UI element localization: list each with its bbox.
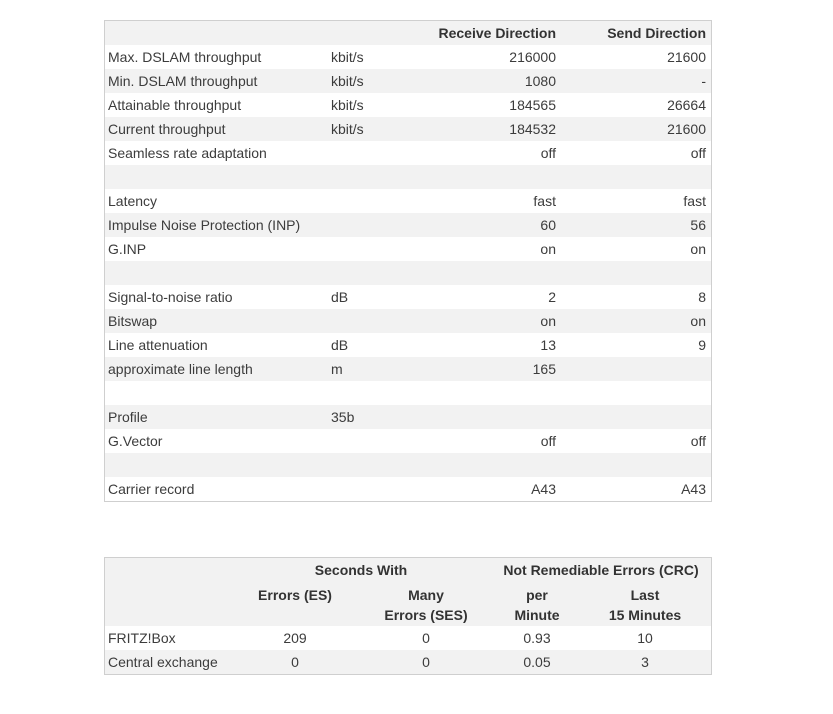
errors-es-value: 0 — [291, 654, 299, 670]
per-minute-line2: Minute — [514, 607, 560, 623]
table-row — [105, 45, 711, 69]
row-send-value: 26664 — [667, 97, 706, 113]
row-label: Signal-to-noise ratio — [108, 289, 233, 305]
crc-last-15-minutes-value: 3 — [641, 654, 649, 670]
table-row — [105, 213, 711, 237]
table-row — [105, 429, 711, 453]
per-minute-header — [497, 585, 577, 629]
row-receive-value: 60 — [540, 217, 556, 233]
row-unit: m — [331, 361, 343, 377]
row-label: Carrier record — [108, 481, 195, 497]
line-table-body — [105, 45, 711, 501]
error-group-header-row — [105, 558, 711, 582]
row-label: Line attenuation — [108, 337, 208, 353]
row-send-value: 8 — [698, 289, 706, 305]
row-label: Profile — [108, 409, 148, 425]
row-label: Max. DSLAM throughput — [108, 49, 262, 65]
table-row — [105, 626, 711, 650]
row-receive-value: 1080 — [524, 73, 556, 89]
row-send-value: 21600 — [667, 49, 706, 65]
row-label: Attainable throughput — [108, 97, 242, 113]
table-row — [105, 189, 711, 213]
row-receive-value: fast — [533, 193, 556, 209]
error-sub-header-row — [105, 582, 711, 626]
table-row — [105, 405, 711, 429]
errors-es-header — [245, 585, 345, 629]
crc-per-minute-value: 0.05 — [523, 654, 551, 670]
row-receive-value: 13 — [540, 337, 556, 353]
table-row — [105, 261, 711, 285]
table-row — [105, 309, 711, 333]
row-receive-value: on — [540, 313, 556, 329]
errors-es-value: 209 — [283, 630, 307, 646]
table-row — [105, 477, 711, 501]
errors-es-header-text: Errors (ES) — [258, 587, 332, 603]
row-receive-value: 165 — [532, 361, 556, 377]
row-send-value: 56 — [690, 217, 706, 233]
last-15-line1: Last — [630, 587, 660, 603]
table-row — [105, 453, 711, 477]
table-row — [105, 165, 711, 189]
crc-errors-header: Not Remediable Errors (CRC) — [503, 562, 699, 578]
row-send-value: off — [690, 433, 706, 449]
row-label: Seamless rate adaptation — [108, 145, 267, 161]
row-unit: kbit/s — [331, 121, 364, 137]
row-send-value: 9 — [698, 337, 706, 353]
row-receive-value: A43 — [531, 481, 556, 497]
table-row — [105, 117, 711, 141]
many-errors-ses-value: 0 — [422, 630, 430, 646]
row-label: approximate line length — [108, 361, 253, 377]
many-errors-line2: Errors (SES) — [384, 607, 468, 623]
send-direction-header: Send Direction — [607, 25, 706, 41]
table-row — [105, 141, 711, 165]
row-label: Impulse Noise Protection (INP) — [108, 217, 301, 233]
error-row-label: Central exchange — [108, 654, 218, 670]
row-unit: dB — [331, 289, 349, 305]
table-row — [105, 357, 711, 381]
row-receive-value: 2 — [548, 289, 556, 305]
row-label: Current throughput — [108, 121, 226, 137]
row-unit: kbit/s — [331, 97, 364, 113]
row-send-value: 21600 — [667, 121, 706, 137]
crc-last-15-minutes-value: 10 — [637, 630, 653, 646]
row-receive-value: off — [540, 433, 556, 449]
row-unit: kbit/s — [331, 73, 364, 89]
error-statistics-table — [104, 557, 712, 675]
row-label: G.Vector — [108, 433, 163, 449]
row-receive-value: 184565 — [509, 97, 556, 113]
row-receive-value: off — [540, 145, 556, 161]
row-unit: dB — [331, 337, 349, 353]
table-row — [105, 93, 711, 117]
row-send-value: A43 — [681, 481, 706, 497]
row-send-value: off — [690, 145, 706, 161]
dsl-line-info-table — [104, 20, 712, 502]
many-errors-ses-value: 0 — [422, 654, 430, 670]
row-unit: kbit/s — [331, 49, 364, 65]
row-send-value: fast — [683, 193, 706, 209]
row-send-value: on — [690, 241, 706, 257]
row-label: Bitswap — [108, 313, 158, 329]
receive-direction-header: Receive Direction — [438, 25, 556, 41]
many-errors-line1: Many — [408, 587, 444, 603]
row-unit: 35b — [331, 409, 355, 425]
error-table-body — [105, 626, 711, 674]
table-row — [105, 650, 711, 674]
table-row — [105, 333, 711, 357]
row-label: Latency — [108, 193, 158, 209]
crc-per-minute-value: 0.93 — [523, 630, 551, 646]
row-receive-value: on — [540, 241, 556, 257]
seconds-with-header: Seconds With — [314, 562, 408, 578]
per-minute-line1: per — [526, 587, 548, 603]
row-label: G.INP — [108, 241, 147, 257]
error-row-label: FRITZ!Box — [108, 630, 176, 646]
last-15-minutes-header — [595, 585, 695, 629]
table-header-row — [105, 21, 711, 45]
row-receive-value: 216000 — [509, 49, 556, 65]
table-row — [105, 381, 711, 405]
table-row — [105, 285, 711, 309]
row-send-value: - — [701, 73, 706, 89]
table-row — [105, 237, 711, 261]
last-15-line2: 15 Minutes — [608, 607, 682, 623]
many-errors-ses-header — [375, 585, 477, 629]
table-row — [105, 69, 711, 93]
row-send-value: on — [690, 313, 706, 329]
row-receive-value: 184532 — [509, 121, 556, 137]
row-label: Min. DSLAM throughput — [108, 73, 258, 89]
